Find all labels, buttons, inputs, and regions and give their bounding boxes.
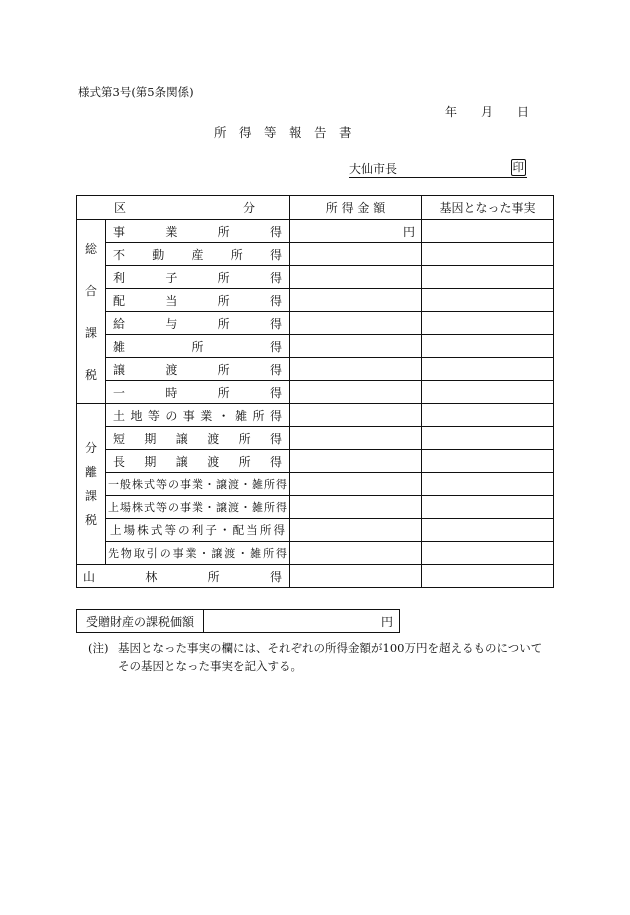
table-row — [77, 473, 554, 496]
note-line2: その基因となった事実を記入する。 — [118, 659, 302, 673]
amount-cell[interactable] — [290, 266, 422, 289]
row-label: 土地等の事業・雑所得 — [106, 404, 290, 427]
addressee-line — [349, 160, 527, 178]
header-kubun-1: 区 — [114, 201, 127, 215]
fact-cell[interactable] — [422, 473, 554, 496]
amount-cell[interactable] — [290, 450, 422, 473]
amount-cell[interactable] — [290, 473, 422, 496]
table-row — [77, 496, 554, 519]
addressee: 大仙市長 — [349, 162, 398, 176]
row-label: 配当所得 — [106, 289, 290, 312]
header-kubun-2: 分 — [242, 201, 255, 215]
row-label: 上場株式等の事業・譲渡・雑所得 — [106, 496, 290, 519]
table-row — [77, 565, 554, 588]
gift-amount-cell[interactable]: 円 — [204, 610, 400, 633]
note-line1: 基因となった事実の欄には、それぞれの所得金額が100万円を超えるものについて — [118, 641, 543, 655]
table-row — [77, 289, 554, 312]
amount-cell[interactable] — [290, 289, 422, 312]
fact-cell[interactable] — [422, 358, 554, 381]
row-label: 給与所得 — [106, 312, 290, 335]
amount-cell[interactable] — [290, 542, 422, 565]
fact-cell[interactable] — [422, 450, 554, 473]
row-label: 短期譲渡所得 — [106, 427, 290, 450]
table-row — [77, 220, 554, 243]
page-title: 所 得 等 報 告 書 — [214, 125, 352, 140]
note — [88, 639, 558, 675]
amount-cell[interactable] — [290, 335, 422, 358]
fact-cell[interactable] — [422, 496, 554, 519]
date-year: 年 — [445, 105, 458, 119]
fact-cell[interactable] — [422, 519, 554, 542]
table-header — [77, 196, 554, 220]
header-fact: 基因となった事実 — [422, 196, 554, 220]
group-sogo: 総 合 課 税 — [77, 220, 106, 404]
row-label-sanrin: 山林所得 — [77, 565, 290, 588]
amount-cell[interactable] — [290, 381, 422, 404]
date-day: 日 — [517, 105, 530, 119]
fact-cell[interactable] — [422, 381, 554, 404]
date-line — [445, 103, 529, 120]
fact-cell[interactable] — [422, 289, 554, 312]
seal-mark: 印 — [512, 160, 524, 174]
table-row — [77, 381, 554, 404]
row-label: 一般株式等の事業・譲渡・雑所得 — [106, 473, 290, 496]
fact-cell[interactable] — [422, 335, 554, 358]
fact-cell[interactable] — [422, 404, 554, 427]
amount-cell[interactable] — [290, 312, 422, 335]
amount-cell[interactable] — [290, 565, 422, 588]
table-row — [77, 312, 554, 335]
row-label: 利子所得 — [106, 266, 290, 289]
table-row — [77, 243, 554, 266]
table-row — [77, 266, 554, 289]
row-label: 上場株式等の利子・配当所得 — [106, 519, 290, 542]
fact-cell[interactable] — [422, 565, 554, 588]
row-label: 事業所得 — [106, 220, 290, 243]
fact-cell[interactable] — [422, 243, 554, 266]
amount-cell[interactable]: 円 — [290, 220, 422, 243]
amount-cell[interactable] — [290, 243, 422, 266]
header-kubun — [77, 196, 290, 220]
fact-cell[interactable] — [422, 312, 554, 335]
amount-cell[interactable] — [290, 358, 422, 381]
amount-cell[interactable] — [290, 519, 422, 542]
fact-cell[interactable] — [422, 220, 554, 243]
amount-cell[interactable] — [290, 427, 422, 450]
row-label: 一時所得 — [106, 381, 290, 404]
table-row — [77, 450, 554, 473]
income-table — [76, 195, 554, 588]
gift-table — [76, 609, 400, 633]
table-row — [77, 404, 554, 427]
fact-cell[interactable] — [422, 266, 554, 289]
fact-cell[interactable] — [422, 542, 554, 565]
table-row — [77, 427, 554, 450]
group-bunri: 分 離 課 税 — [77, 404, 106, 565]
note-label: (注) — [88, 641, 109, 655]
row-label: 長期譲渡所得 — [106, 450, 290, 473]
table-row — [77, 519, 554, 542]
amount-cell[interactable] — [290, 496, 422, 519]
row-label: 先物取引の事業・譲渡・雑所得 — [106, 542, 290, 565]
gift-row — [77, 610, 400, 633]
date-month: 月 — [481, 105, 494, 119]
table-row — [77, 335, 554, 358]
row-label: 譲渡所得 — [106, 358, 290, 381]
amount-cell[interactable] — [290, 404, 422, 427]
form-number: 様式第3号(第5条関係) — [78, 85, 194, 99]
header-amount: 所 得 金 額 — [290, 196, 422, 220]
gift-label: 受贈財産の課税価額 — [77, 610, 204, 633]
table-row — [77, 542, 554, 565]
row-label: 雑所得 — [106, 335, 290, 358]
row-label: 不動産所得 — [106, 243, 290, 266]
table-row — [77, 358, 554, 381]
fact-cell[interactable] — [422, 427, 554, 450]
